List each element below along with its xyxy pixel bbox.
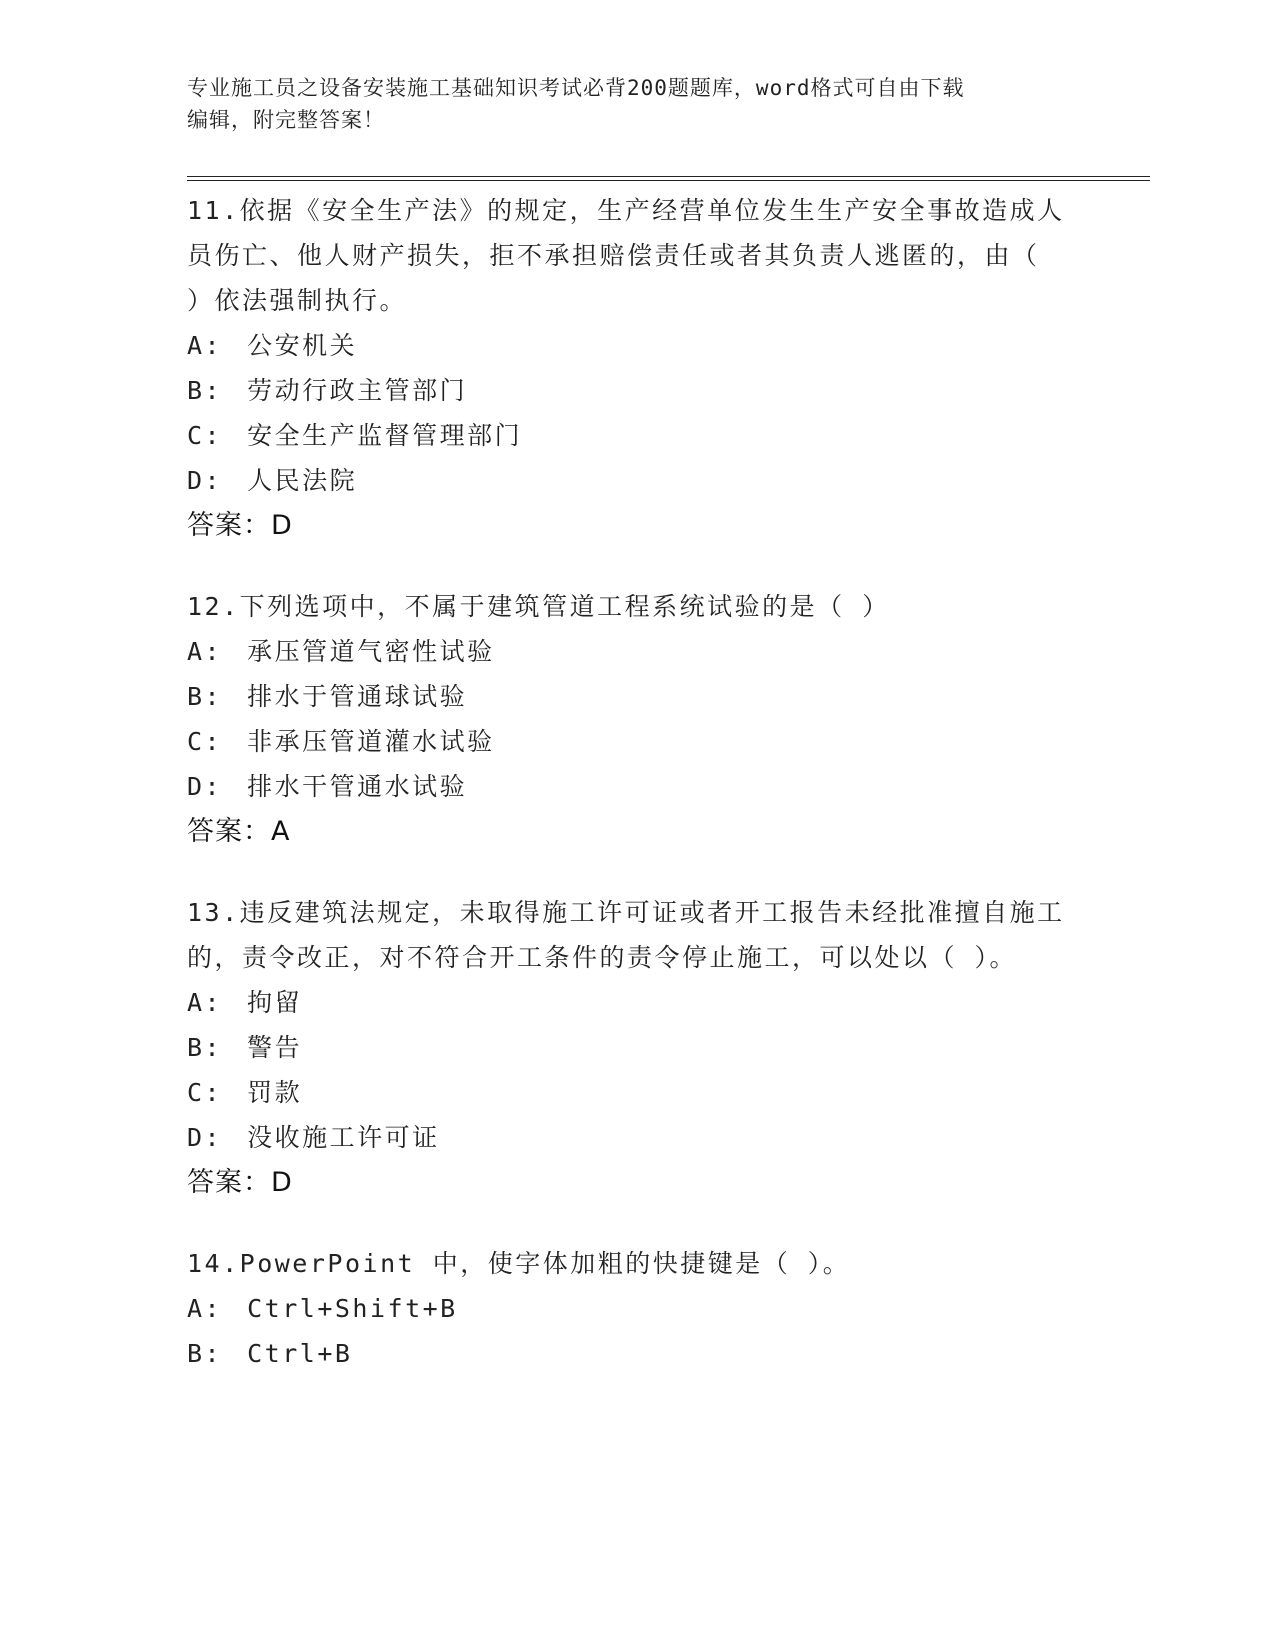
- header-line-2: 编辑，附完整答案！: [187, 108, 385, 132]
- option-b: [187, 674, 1067, 719]
- header-rule-bottom: [187, 180, 1150, 181]
- option-letter: A:: [187, 637, 223, 666]
- option-text: 非承压管道灌水试验: [247, 727, 495, 756]
- option-letter: B:: [187, 376, 223, 405]
- option-text: 警告: [247, 1033, 303, 1062]
- option-text: 公安机关: [247, 331, 358, 360]
- option-text: 拘留: [247, 988, 303, 1017]
- option-b: [187, 1025, 1067, 1070]
- option-letter: D:: [187, 772, 223, 801]
- header-rule-top: [187, 176, 1150, 177]
- option-text: 劳动行政主管部门: [247, 376, 468, 405]
- option-letter: D:: [187, 466, 223, 495]
- option-text: 排水干管通水试验: [247, 772, 468, 801]
- question-12: [187, 584, 1067, 854]
- option-letter: D:: [187, 1123, 223, 1152]
- option-b: [187, 368, 1067, 413]
- question-text: 13.违反建筑法规定，未取得施工许可证或者开工报告未经批准擅自施工的，责令改正，对不符合开工条件的责令停止施工，可以处以（ ）。: [187, 898, 1065, 972]
- option-letter: B:: [187, 1339, 223, 1368]
- option-b: [187, 1331, 1067, 1376]
- option-d: [187, 764, 1067, 809]
- option-a: [187, 980, 1067, 1025]
- option-a: [187, 323, 1067, 368]
- answer-line: 答案：D: [187, 1167, 293, 1198]
- option-text: 没收施工许可证: [247, 1123, 440, 1152]
- option-letter: C:: [187, 421, 223, 450]
- header-line-1: 专业施工员之设备安装施工基础知识考试必背200题题库，word格式可自由下载: [187, 76, 965, 100]
- option-text: 人民法院: [247, 466, 358, 495]
- option-letter: B:: [187, 682, 223, 711]
- answer-line: 答案：D: [187, 510, 293, 541]
- option-letter: A:: [187, 1294, 223, 1323]
- option-a: [187, 629, 1067, 674]
- option-letter: C:: [187, 1078, 223, 1107]
- question-14: [187, 1241, 1067, 1376]
- question-13: [187, 890, 1067, 1205]
- option-c: [187, 1070, 1067, 1115]
- option-d: [187, 458, 1067, 503]
- option-d: [187, 1115, 1067, 1160]
- option-text: 罚款: [247, 1078, 303, 1107]
- option-letter: A:: [187, 331, 223, 360]
- option-text: 安全生产监督管理部门: [247, 421, 523, 450]
- document-header: [187, 72, 1067, 136]
- question-text: 14.PowerPoint 中，使字体加粗的快捷键是（ ）。: [187, 1249, 851, 1278]
- question-list: [187, 188, 1067, 1412]
- option-letter: A:: [187, 988, 223, 1017]
- answer-line: 答案：A: [187, 816, 291, 847]
- option-a: [187, 1286, 1067, 1331]
- option-text: 排水于管通球试验: [247, 682, 468, 711]
- question-text: 12.下列选项中，不属于建筑管道工程系统试验的是（ ）: [187, 592, 890, 621]
- option-c: [187, 719, 1067, 764]
- option-c: [187, 413, 1067, 458]
- option-text: Ctrl+B: [247, 1339, 353, 1368]
- option-letter: C:: [187, 727, 223, 756]
- question-11: [187, 188, 1067, 548]
- question-text: 11.依据《安全生产法》的规定，生产经营单位发生生产安全事故造成人员伤亡、他人财产损失，拒不承担赔偿责任或者其负责人逃匿的，由（ ）依法强制执行。: [187, 196, 1065, 315]
- option-text: 承压管道气密性试验: [247, 637, 495, 666]
- option-text: Ctrl+Shift+B: [247, 1294, 458, 1323]
- option-letter: B:: [187, 1033, 223, 1062]
